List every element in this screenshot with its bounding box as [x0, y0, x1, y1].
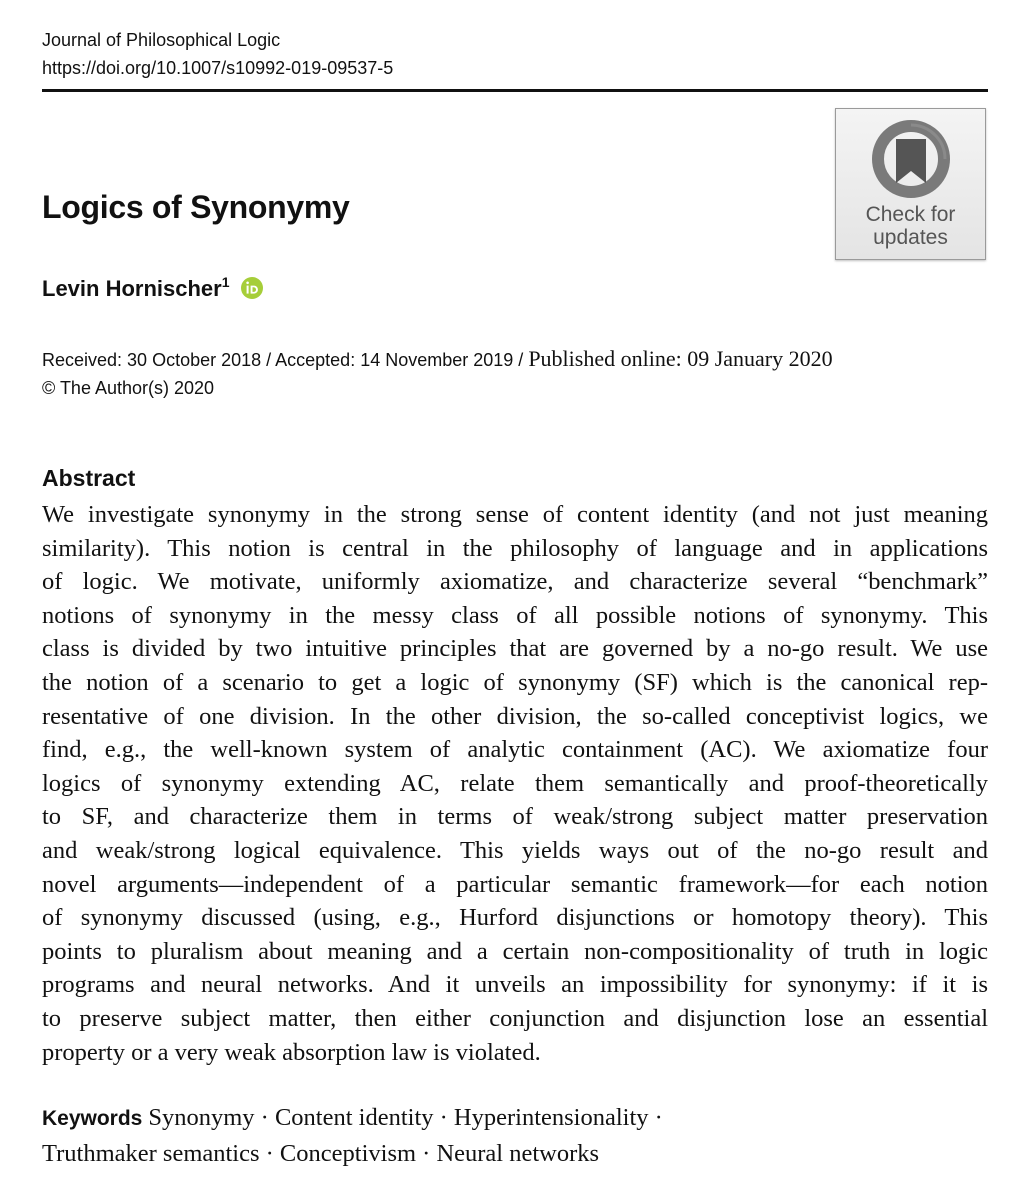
abstract-line: the notion of a scenario to get a logic of synonymy (SF) which is the canonical rep- [42, 668, 988, 696]
abstract-line: logics of synonymy extending AC, relate them semantically and proof-theoretically [42, 769, 988, 797]
abstract-line: to preserve subject matter, then either conjunction and disjunction lose an essential [42, 1004, 988, 1032]
abstract-line: novel arguments—independent of a particular semantic framework—for each notion [42, 870, 988, 898]
abstract-line: class is divided by two intuitive principles that are governed by a no-go result. We use [42, 635, 988, 663]
keywords-list-1: Synonymy · Content identity · Hyperintensionality · [148, 1104, 663, 1131]
abstract-line: notions of synonymy in the messy class of all possible notions of synonymy. This [42, 601, 988, 629]
abstract-line: programs and neural networks. And it unveils an impossibility for synonymy: if it is [42, 971, 988, 999]
affiliation-marker: 1 [221, 274, 230, 290]
header-rule [42, 89, 988, 92]
copyright-notice: © The Author(s) 2020 [42, 378, 215, 398]
abstract-line: and weak/strong logical equivalence. This yields ways out of the no-go result and [42, 836, 988, 864]
check-for-label: Check for [865, 203, 956, 226]
abstract-line: property or a very weak absorption law is violated. [42, 1038, 541, 1066]
author-line [42, 274, 263, 307]
author-name[interactable]: Levin Hornischer [42, 276, 222, 301]
keywords-list-2: Truthmaker semantics · Conceptivism · Neural networks [42, 1140, 600, 1167]
received-accepted-dates: Received: 30 October 2018 / Accepted: 14 November 2019 / [42, 350, 529, 370]
updates-label: updates [873, 226, 948, 249]
abstract-line: of logic. We motivate, uniformly axiomatize, and characterize several “benchmark” [42, 568, 988, 596]
dates-line [42, 345, 833, 374]
journal-name: Journal of Philosophical Logic [42, 30, 281, 50]
abstract-line: points to pluralism about meaning and a certain non-compositionality of truth in logic [42, 937, 988, 965]
keywords-block [42, 1100, 988, 1171]
journal-header [42, 26, 393, 82]
abstract-line: of synonymy discussed (using, e.g., Hurford disjunctions or homotopy theory). This [42, 904, 988, 932]
orcid-icon[interactable] [241, 277, 263, 307]
abstract-line: find, e.g., the well-known system of analytic containment (AC). We axiomatize four [42, 736, 988, 764]
keywords-label: Keywords [42, 1107, 143, 1130]
abstract-heading: Abstract [42, 465, 136, 491]
check-for-updates-button[interactable] [835, 108, 986, 260]
check-for-updates-icon [869, 117, 953, 201]
doi-link[interactable]: https://doi.org/10.1007/s10992-019-09537-5 [42, 58, 394, 78]
abstract-line: We investigate synonymy in the strong sense of content identity (and not just meaning [42, 501, 988, 528]
published-online-date: Published online: 09 January 2020 [528, 346, 833, 371]
paper-title: Logics of Synonymy [42, 189, 350, 225]
abstract-body [42, 498, 988, 1069]
abstract-line: similarity). This notion is central in the philosophy of language and in applications [42, 534, 988, 562]
keywords-line-1 [42, 1100, 988, 1136]
abstract-line: to SF, and characterize them in terms of weak/strong subject matter preservation [42, 803, 988, 831]
dates-block [42, 345, 833, 402]
abstract-line: resentative of one division. In the other division, the so-called conceptivist logics, we [42, 702, 988, 730]
